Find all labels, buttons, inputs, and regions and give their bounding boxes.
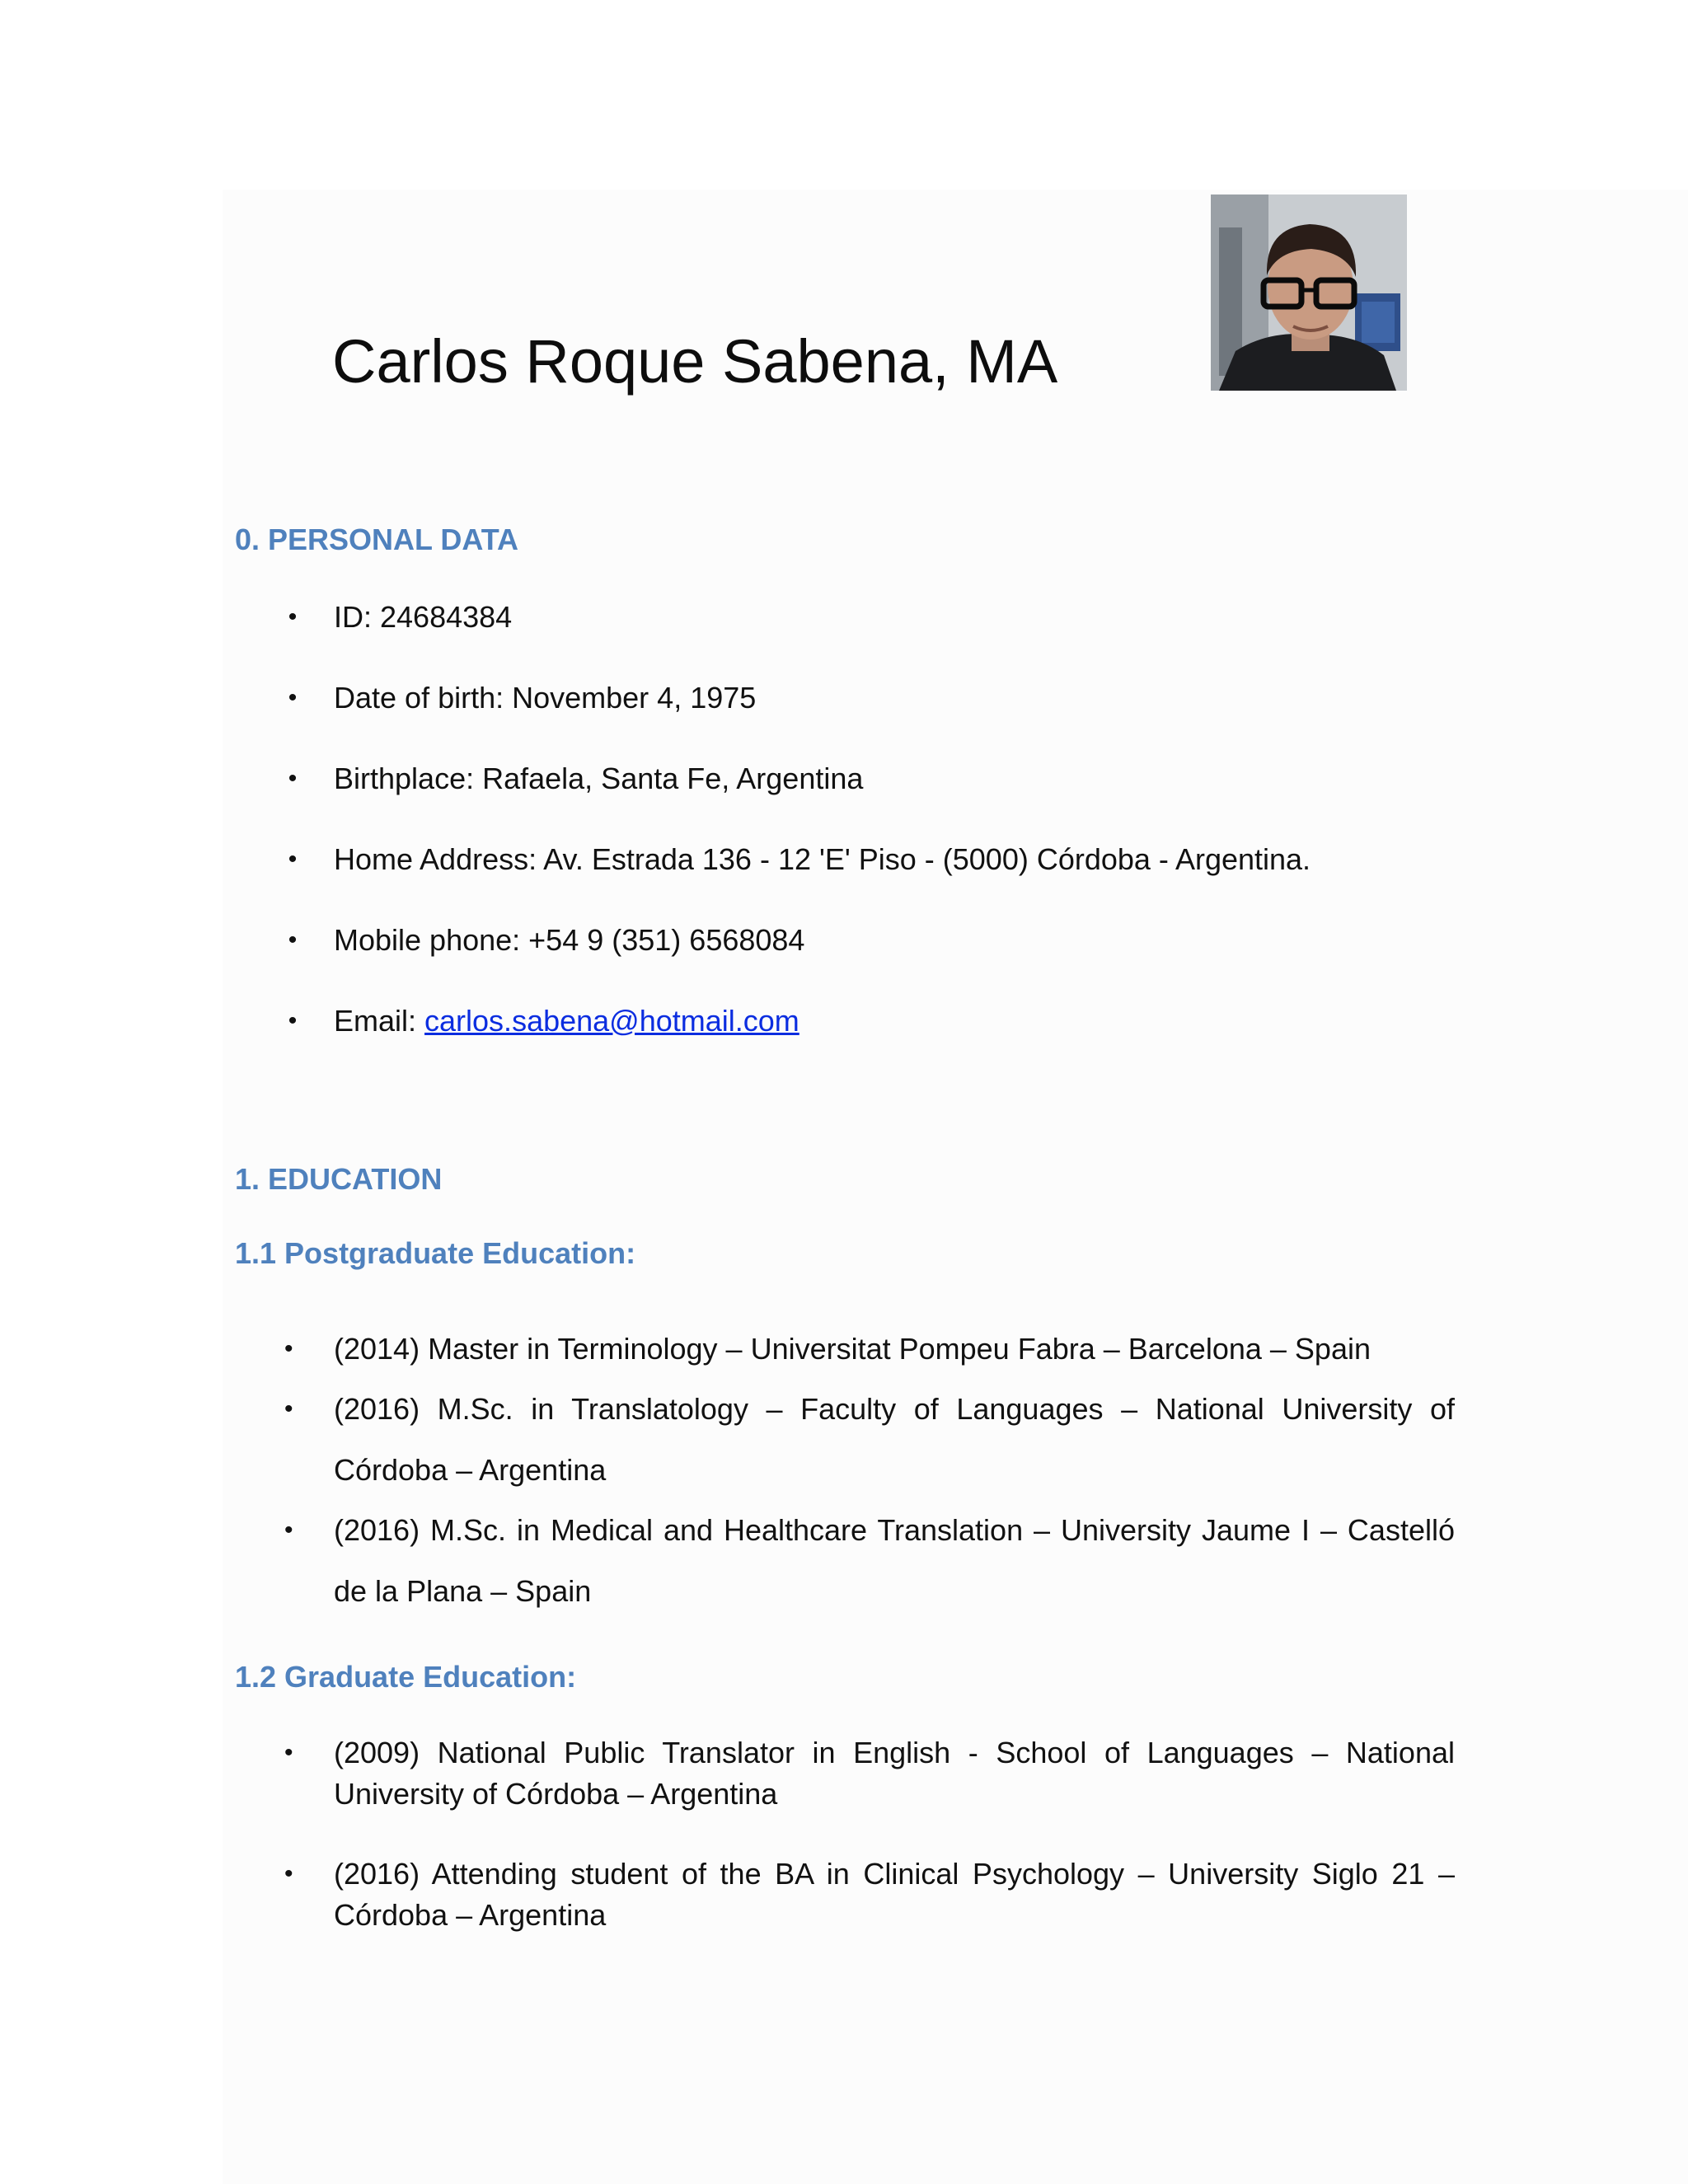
personal-mobile: Mobile phone: +54 9 (351) 6568084 — [334, 923, 805, 957]
list-item — [284, 1854, 1455, 1936]
bullet: • — [284, 1860, 293, 1887]
email-link[interactable]: carlos.sabena@hotmail.com — [424, 1004, 799, 1038]
section-heading-education: 1. EDUCATION — [235, 1162, 443, 1196]
list-item — [288, 758, 1455, 799]
bullet: • — [284, 1516, 293, 1544]
profile-photo — [1211, 194, 1407, 391]
list-item — [284, 1329, 1455, 1370]
page-title: Carlos Roque Sabena, MA — [332, 327, 1058, 396]
list-item — [284, 1379, 1455, 1501]
graduate-item: (2016) Attending student of the BA in Clinical Psychology – University Siglo 21 – Córdoba – Argentina — [334, 1857, 1455, 1932]
personal-address: Home Address: Av. Estrada 136 - 12 'E' Piso - (5000) Córdoba - Argentina. — [334, 842, 1311, 876]
personal-id: ID: 24684384 — [334, 600, 513, 634]
list-item — [284, 1500, 1455, 1622]
list-item — [288, 597, 1455, 638]
list-item — [288, 1001, 1455, 1042]
bullet: • — [288, 926, 298, 954]
list-item — [284, 1732, 1455, 1815]
list-item — [288, 920, 1455, 961]
list-item — [288, 839, 1455, 880]
postgraduate-item: (2016) M.Sc. in Translatology – Faculty of Languages – National University of Córdoba – Argentina — [334, 1392, 1455, 1487]
postgraduate-item: (2014) Master in Terminology – Universitat Pompeu Fabra – Barcelona – Spain — [334, 1332, 1371, 1366]
list-item — [288, 677, 1455, 719]
subheading-graduate: 1.2 Graduate Education: — [235, 1660, 577, 1694]
email-label: Email: — [334, 1004, 425, 1038]
bullet: • — [284, 1739, 293, 1766]
bullet: • — [284, 1335, 293, 1362]
personal-birthplace: Birthplace: Rafaela, Santa Fe, Argentina — [334, 762, 864, 795]
personal-dob: Date of birth: November 4, 1975 — [334, 681, 757, 715]
subheading-postgraduate: 1.1 Postgraduate Education: — [235, 1236, 636, 1270]
bullet: • — [288, 846, 298, 873]
bullet: • — [288, 765, 298, 792]
bullet: • — [284, 1395, 293, 1422]
section-heading-personal-data: 0. PERSONAL DATA — [235, 523, 519, 556]
bullet: • — [288, 684, 298, 711]
bullet: • — [288, 1007, 298, 1034]
bullet: • — [288, 603, 298, 630]
graduate-item: (2009) National Public Translator in English - School of Languages – National University of Córdoba – Argentina — [334, 1736, 1455, 1811]
postgraduate-item: (2016) M.Sc. in Medical and Healthcare Translation – University Jaume I – Castelló de la Plana – Spain — [334, 1513, 1455, 1608]
